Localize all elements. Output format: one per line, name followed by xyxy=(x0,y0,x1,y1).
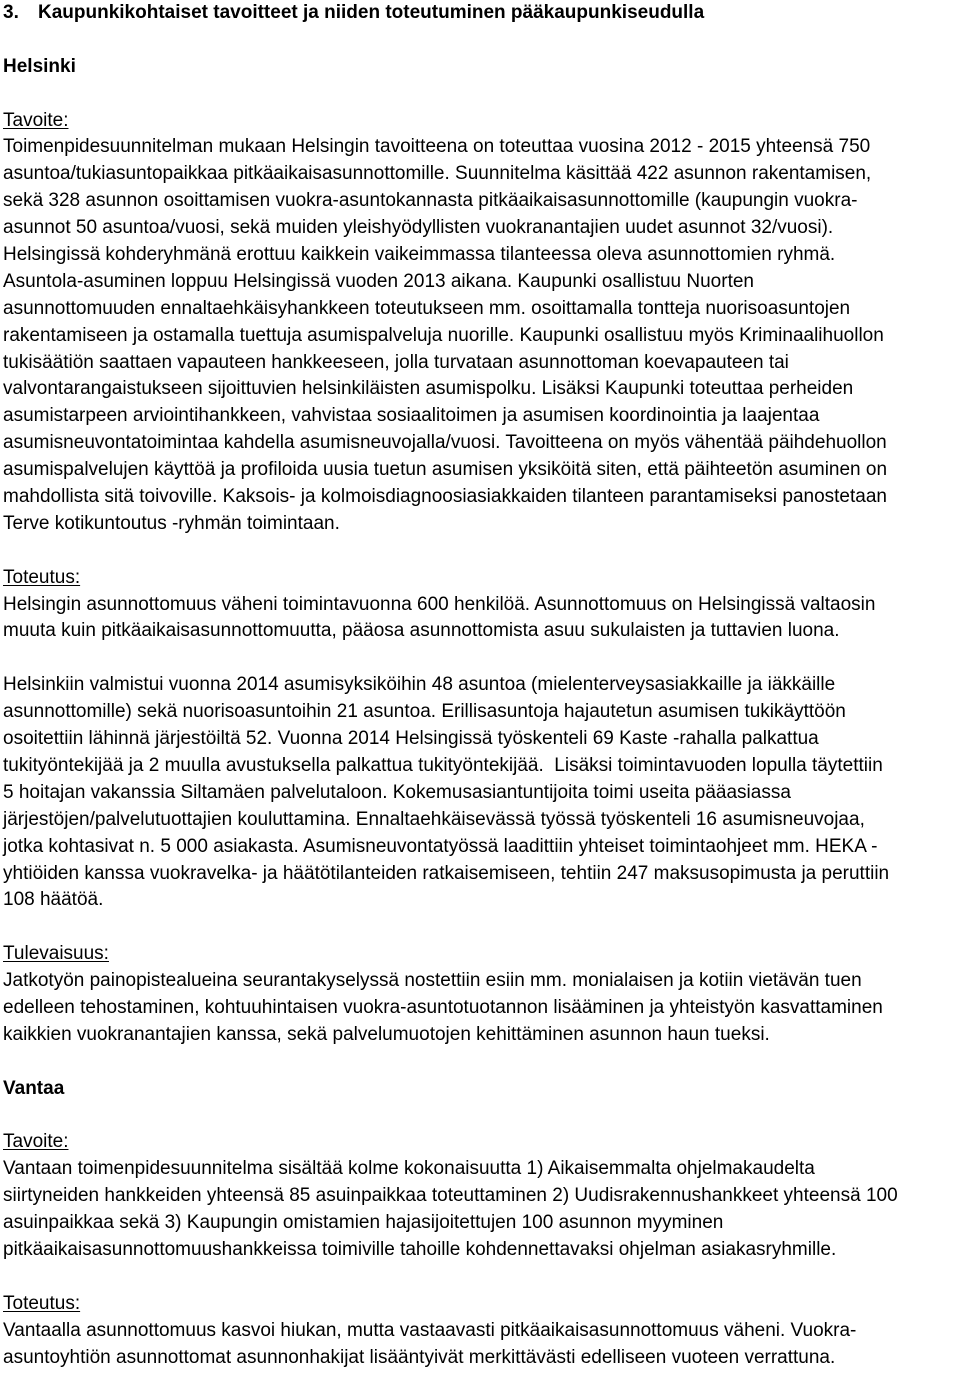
text-line: Toimenpidesuunnitelman mukaan Helsingin tavoitteena on toteuttaa vuosina 2012 - 2015 yhteensä 750 xyxy=(3,136,871,158)
implementation-label: Toteutus: xyxy=(3,566,81,588)
spacer xyxy=(3,538,960,565)
helsinki-implementation-paragraph-2 xyxy=(3,672,960,914)
text-line: sekä 328 asunnon osoittamisen vuokra-asuntokannasta pitkäaikaisasunnottomille (kaupungin vuokra- xyxy=(3,190,858,212)
spacer xyxy=(3,1103,960,1130)
text-line: tukityöntekijää ja 2 muulla avustuksella palkattua tukityöntekijää. Lisäksi toimintavuoden lopulla täytettiin xyxy=(3,754,883,776)
future-label: Tulevaisuus: xyxy=(3,943,109,965)
text-line: asumispalvelujen käyttöä ja profiloida uusia tuetun asumisen yksiköitä siten, että päihteetön asuminen on xyxy=(3,459,888,481)
text-line: rakentamiseen ja ostamalla tuettuja asumispalveluja nuorille. Kaupunki osallistuu myös Kriminaalihuollon xyxy=(3,324,884,346)
text-line: Helsingin asunnottomuus väheni toimintavuonna 600 henkilöä. Asunnottomuus on Helsingissä valtaosin xyxy=(3,593,876,615)
spacer xyxy=(3,914,960,941)
helsinki-implementation-label-row xyxy=(3,565,960,592)
goal-label: Tavoite: xyxy=(3,109,69,131)
text-line: jotka kohtasivat n. 5 000 asiakasta. Asumisneuvontatyössä laadittiin yhteiset toimintaohjeet mm. HEKA - xyxy=(3,835,878,857)
helsinki-goal-label-row xyxy=(3,108,960,135)
text-line: kaikkien vuokranantajien kanssa, sekä palvelumuotojen kehittäminen asunnon haun tueksi. xyxy=(3,1023,770,1045)
text-line: tukisäätiön saattaen vapauteen hankkeeseen, jolla turvataan asunnottoman koevapauteen tai xyxy=(3,351,789,373)
section-title xyxy=(3,0,960,27)
text-line: valvontarangaistukseen sijoittuvien helsinkiläisten asumispolku. Lisäksi Kaupunki toteuttaa perheiden xyxy=(3,378,854,400)
text-line: 108 häätöä. xyxy=(3,889,104,911)
text-line: yhtiöiden kanssa vuokravelka- ja häätötilanteiden ratkaisemiseen, tehtiin 247 maksusopimusta ja peruttiin xyxy=(3,862,890,884)
text-line: asumisneuvontatoimintaa kahdella asumisneuvojalla/vuosi. Tavoitteena on myös vähentää päihdehuollon xyxy=(3,432,887,454)
text-line: Asuntola-asuminen loppuu Helsingissä vuoden 2013 aikana. Kaupunki osallistuu Nuorten xyxy=(3,270,754,292)
spacer xyxy=(3,1264,960,1291)
spacer xyxy=(3,1049,960,1076)
text-line: asuinpaikkaa sekä 3) Kaupungin omistamien hajasijoitettujen 100 asunnon myyminen xyxy=(3,1212,724,1234)
section-number: 3. xyxy=(3,2,19,23)
text-line: Helsingissä kohderyhmänä erottuu kaikkein vaikeimmassa tilanteessa oleva asunnottomien ryhmä. xyxy=(3,244,836,266)
vantaa-goal-paragraph xyxy=(3,1156,960,1264)
city-heading-helsinki: Helsinki xyxy=(3,55,76,77)
section-title-text: Kaupunkikohtaiset tavoitteet ja niiden toteutuminen pääkaupunkiseudulla xyxy=(38,2,705,23)
text-line: Vantaalla asunnottomuus kasvoi hiukan, mutta vastaavasti pitkäaikaisasunnottomuus väheni. Vuokra- xyxy=(3,1319,857,1341)
spacer xyxy=(3,27,960,54)
text-line: edelleen tehostaminen, kohtuuhintaisen vuokra-asuntotuotannon lisääminen ja yhteistyön kasvattaminen xyxy=(3,996,883,1018)
helsinki-goal-paragraph xyxy=(3,134,960,537)
text-line: osoitettiin lähinnä järjestöiltä 52. Vuonna 2014 Helsingissä työskenteli 69 Kaste -rahalla palkattua xyxy=(3,728,819,750)
implementation-label: Toteutus: xyxy=(3,1292,81,1314)
spacer xyxy=(3,645,960,672)
helsinki-future-label-row xyxy=(3,941,960,968)
text-line: asunnottomille) sekä nuorisoasuntoihin 21 asuntoa. Erillisasuntoja hajautetun asumisen tukikäyttöön xyxy=(3,701,846,723)
text-line: Vantaan toimenpidesuunnitelma sisältää kolme kokonaisuutta 1) Aikaisemmalta ohjelmakaudelta xyxy=(3,1158,815,1180)
text-line: muuta kuin pitkäaikaisasunnottomuutta, pääosa asunnottomista asuu sukulaisten ja tuttavien luona. xyxy=(3,620,840,642)
text-line: asuntoyhtiön asunnottomat asunnonhakijat lisääntyivät merkittävästi edelliseen vuoteen verrattuna. xyxy=(3,1346,836,1368)
text-line: Helsinkiin valmistui vuonna 2014 asumisyksiköihin 48 asuntoa (mielenterveysasiakkaille ja iäkkäille xyxy=(3,674,836,696)
goal-label: Tavoite: xyxy=(3,1131,69,1153)
text-line: pitkäaikaisasunnottomuushankkeissa toimiville tahoille kohdennettavaksi ohjelman asiakasryhmille. xyxy=(3,1238,837,1260)
text-line: asumistarpeen arviointihankkeen, vahvistaa sosiaalitoimen ja asumisen koordinointia ja laajentaa xyxy=(3,405,820,427)
city-heading-vantaa: Vantaa xyxy=(3,1077,65,1099)
text-line: mahdollista sitä toivoville. Kaksois- ja kolmoisdiagnoosiasiakkaiden tilanteen parantamiseksi panostetaan xyxy=(3,486,887,508)
text-line: 5 hoitajan vakanssia Siltamäen palvelutaloon. Kokemusasiantuntijoita toimi useita pääasiassa xyxy=(3,781,791,803)
spacer xyxy=(3,81,960,108)
helsinki-future-paragraph xyxy=(3,968,960,1049)
vantaa-goal-label-row xyxy=(3,1129,960,1156)
text-line: asunnottomuuden ennaltaehkäisyhankkeen toteutukseen mm. osoittamalla tontteja nuorisoasuntojen xyxy=(3,297,851,319)
text-line: siirtyneiden hankkeiden yhteensä 85 asuinpaikkaa toteuttaminen 2) Uudisrakennushankkeet yhteensä 100 xyxy=(3,1185,898,1207)
helsinki-implementation-paragraph-1 xyxy=(3,592,960,646)
vantaa-implementation-paragraph xyxy=(3,1318,960,1372)
text-line: Jatkotyön painopistealueina seurantakyselyssä nostettiin esiin mm. monialaisen ja kotiin vietävän tuen xyxy=(3,970,862,992)
text-line: järjestöjen/palvelutuottajien kouluttamina. Ennaltaehkäisevässä työssä työskenteli 16 asumisneuvojaa, xyxy=(3,808,865,830)
text-line: Terve kotikuntoutus -ryhmän toimintaan. xyxy=(3,512,340,534)
text-line: asuntoa/tukiasuntopaikkaa pitkäaikaisasunnottomille. Suunnitelma käsittää 422 asunnon rakentamisen, xyxy=(3,163,872,185)
text-line: asunnot 50 asuntoa/vuosi, sekä muiden yleishyödyllisten vuokranantajien uudet asunnot 32/vuosi). xyxy=(3,217,834,239)
vantaa-implementation-label-row xyxy=(3,1291,960,1318)
